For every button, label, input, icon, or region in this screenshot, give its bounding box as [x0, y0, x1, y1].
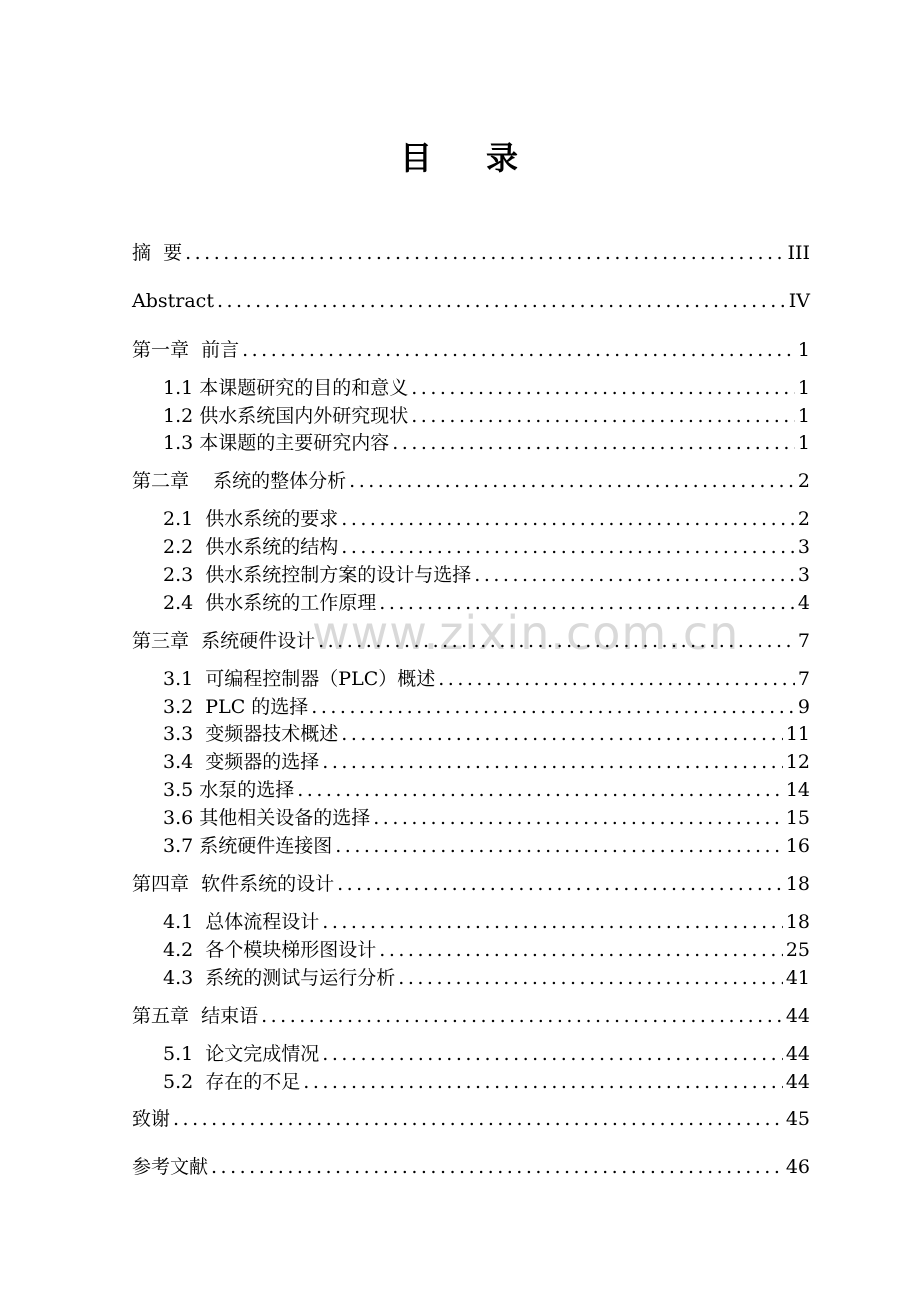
toc-entry-label: 4.2 各个模块梯形图设计 — [163, 939, 377, 961]
toc-entry-4-3[interactable] — [163, 964, 810, 992]
toc-entry-label: 2.4 供水系统的工作原理 — [163, 592, 377, 614]
toc-entry-label: 3.6 其他相关设备的选择 — [163, 807, 371, 829]
toc-entry-page: 3 — [797, 564, 810, 586]
toc-entry-1-2[interactable] — [163, 402, 810, 430]
leader-dots — [349, 467, 795, 495]
leader-dots — [379, 589, 795, 617]
toc-entry-4-2[interactable] — [163, 936, 810, 964]
toc-entry-label: 第一章 前言 — [132, 339, 240, 361]
toc-entry-3-2[interactable] — [163, 693, 810, 721]
leader-dots — [261, 1002, 783, 1030]
toc-entry-page: 2 — [797, 508, 810, 530]
leader-dots — [474, 561, 795, 589]
toc-entry-chapter-2[interactable] — [132, 467, 810, 495]
leader-dots — [335, 832, 783, 860]
toc-entry-label: 3.7 系统硬件连接图 — [163, 835, 333, 857]
toc-entry-label: Abstract — [132, 290, 214, 312]
toc-entry-3-7[interactable] — [163, 832, 810, 860]
toc-entry-5-1[interactable] — [163, 1040, 810, 1068]
toc-entry-page: 1 — [797, 377, 810, 399]
toc-entry-chapter-3[interactable] — [132, 627, 810, 655]
toc-entry-page: IV — [788, 290, 810, 312]
toc-entry-label: 参考文献 — [132, 1156, 209, 1178]
title-char-1: 目 — [399, 139, 434, 177]
toc-entry-3-3[interactable] — [163, 720, 810, 748]
toc-entry-label: 3.1 可编程控制器（PLC）概述 — [163, 668, 436, 690]
toc-entry-3-5[interactable] — [163, 776, 810, 804]
toc-entry-label: 5.2 存在的不足 — [163, 1071, 301, 1093]
toc-entry-label: 摘 要 — [132, 242, 183, 264]
toc-entry-2-2[interactable] — [163, 533, 810, 561]
watermark: www.zixin.com.cn — [312, 606, 740, 660]
toc-entry-page: 1 — [797, 432, 810, 454]
toc-entry-3-4[interactable] — [163, 748, 810, 776]
leader-dots — [322, 908, 783, 936]
leader-dots — [303, 1068, 783, 1096]
toc-entry-label: 3.2 PLC 的选择 — [163, 696, 309, 718]
toc-entry-5-2[interactable] — [163, 1068, 810, 1096]
toc-entry-page: 18 — [785, 873, 810, 895]
toc-entry-label: 4.1 总体流程设计 — [163, 911, 320, 933]
leader-dots — [322, 748, 783, 776]
toc-entry-page: 16 — [785, 835, 810, 857]
leader-dots — [379, 936, 783, 964]
leader-dots — [173, 1105, 783, 1133]
toc-entry-chapter-1[interactable] — [132, 336, 810, 364]
toc-entry-label: 第五章 结束语 — [132, 1005, 259, 1027]
toc-entry-2-4[interactable] — [163, 589, 810, 617]
toc-entry-page: 46 — [785, 1156, 810, 1178]
leader-dots — [411, 402, 795, 430]
page-title — [0, 136, 920, 180]
toc-entry-label: 4.3 系统的测试与运行分析 — [163, 967, 396, 989]
toc-entry-label: 1.1 本课题研究的目的和意义 — [163, 377, 409, 399]
toc-entry-chapter-4[interactable] — [132, 870, 810, 898]
toc-entry-2-3[interactable] — [163, 561, 810, 589]
toc-entry-page: 7 — [797, 630, 810, 652]
toc-entry-page: 18 — [785, 911, 810, 933]
toc-entry-page: 25 — [785, 939, 810, 961]
leader-dots — [211, 1153, 783, 1181]
toc-entry-page: 9 — [797, 696, 810, 718]
toc-entry-chapter-5[interactable] — [132, 1002, 810, 1030]
toc-entry-label: 1.2 供水系统国内外研究现状 — [163, 405, 409, 427]
toc-entry-abstract-en[interactable] — [132, 287, 810, 315]
toc-entry-page: 44 — [785, 1043, 810, 1065]
toc-entry-1-3[interactable] — [163, 429, 810, 457]
leader-dots — [398, 964, 783, 992]
leader-dots — [341, 505, 795, 533]
toc-entry-page: 1 — [797, 405, 810, 427]
toc-entry-page: 44 — [785, 1071, 810, 1093]
toc-entry-label: 1.3 本课题的主要研究内容 — [163, 432, 390, 454]
toc-entry-label: 2.2 供水系统的结构 — [163, 536, 339, 558]
toc-entry-1-1[interactable] — [163, 374, 810, 402]
toc-entry-references[interactable] — [132, 1153, 810, 1181]
toc-entry-label: 3.4 变频器的选择 — [163, 751, 320, 773]
toc-entry-label: 第二章 系统的整体分析 — [132, 470, 347, 492]
toc-entry-page: 11 — [785, 723, 810, 745]
leader-dots — [373, 804, 783, 832]
toc-entry-page: 2 — [797, 470, 810, 492]
toc-entry-page: 15 — [785, 807, 810, 829]
leader-dots — [242, 336, 795, 364]
toc-entry-label: 2.1 供水系统的要求 — [163, 508, 339, 530]
toc-entry-page: 3 — [797, 536, 810, 558]
leader-dots — [438, 665, 795, 693]
toc-entry-3-6[interactable] — [163, 804, 810, 832]
leader-dots — [322, 1040, 783, 1068]
leader-dots — [341, 533, 795, 561]
toc-entry-page: 44 — [785, 1005, 810, 1027]
leader-dots — [185, 239, 784, 267]
leader-dots — [392, 429, 795, 457]
toc-entry-label: 2.3 供水系统控制方案的设计与选择 — [163, 564, 472, 586]
toc-entry-2-1[interactable] — [163, 505, 810, 533]
toc-entry-page: III — [787, 242, 810, 264]
toc-entry-page: 45 — [785, 1108, 810, 1130]
leader-dots — [297, 776, 783, 804]
toc-entry-label: 第四章 软件系统的设计 — [132, 873, 335, 895]
leader-dots — [341, 720, 783, 748]
toc-entry-acknowledgements[interactable] — [132, 1105, 810, 1133]
toc-entry-page: 14 — [785, 779, 810, 801]
toc-entry-abstract-cn[interactable] — [132, 239, 810, 267]
toc-entry-3-1[interactable] — [163, 665, 810, 693]
title-char-2: 录 — [486, 139, 521, 177]
leader-dots — [311, 693, 795, 721]
toc-entry-page: 4 — [797, 592, 810, 614]
toc-entry-label: 3.3 变频器技术概述 — [163, 723, 339, 745]
leader-dots — [411, 374, 795, 402]
toc-entry-page: 7 — [797, 668, 810, 690]
toc-entry-page: 41 — [785, 967, 810, 989]
toc-entry-page: 12 — [785, 751, 810, 773]
toc-entry-page: 1 — [797, 339, 810, 361]
toc-entry-label: 第三章 系统硬件设计 — [132, 630, 316, 652]
leader-dots — [337, 870, 783, 898]
leader-dots — [217, 287, 786, 315]
toc-entry-4-1[interactable] — [163, 908, 810, 936]
toc-entry-label: 致谢 — [132, 1108, 171, 1130]
toc-entry-label: 5.1 论文完成情况 — [163, 1043, 320, 1065]
leader-dots — [318, 627, 795, 655]
toc-entry-label: 3.5 水泵的选择 — [163, 779, 295, 801]
